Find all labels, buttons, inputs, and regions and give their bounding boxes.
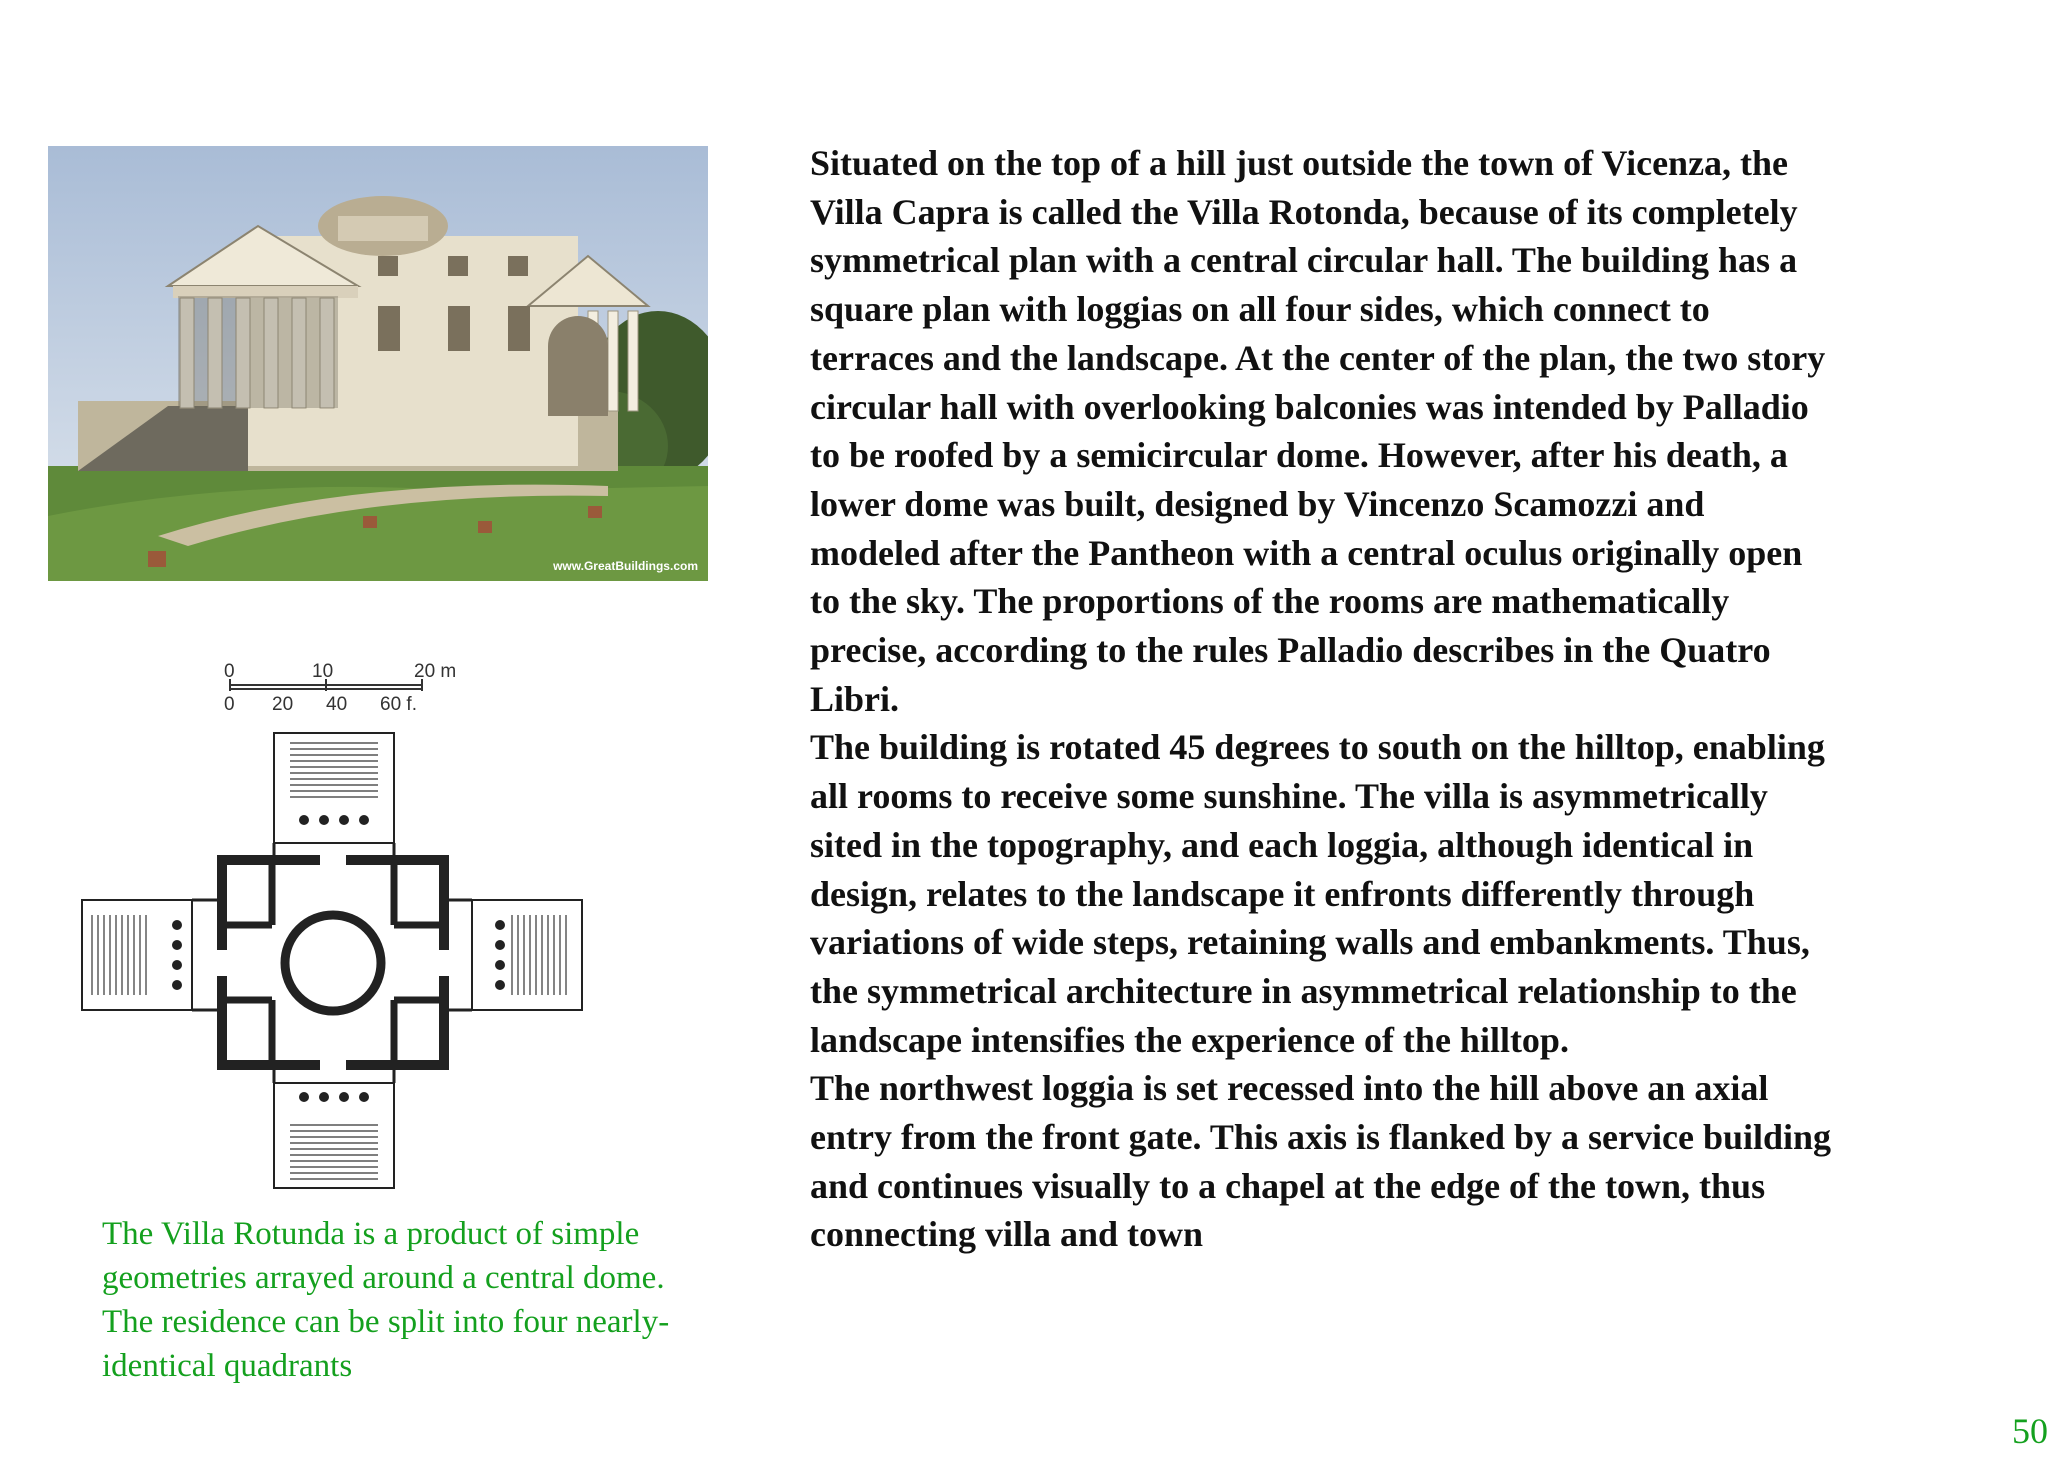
scale-m-10: 10	[312, 661, 334, 682]
body-line: circular hall with overlooking balconies was intended by Palladio	[810, 386, 1809, 427]
body-line: connecting villa and town	[810, 1214, 1204, 1255]
villa-photo-image	[48, 146, 708, 581]
body-line: Libri.	[810, 678, 900, 719]
floor-plan	[72, 655, 612, 1195]
caption-line: The Villa Rotunda is a product of simple	[102, 1216, 640, 1252]
body-line: lower dome was built, designed by Vincenzo Scamozzi and	[810, 483, 1705, 524]
body-line: variations of wide steps, retaining walls and embankments. Thus,	[810, 922, 1810, 963]
body-line: modeled after the Pantheon with a central oculus originally open	[810, 532, 1803, 573]
caption-line: geometries arrayed around a central dome.	[102, 1260, 665, 1296]
description-text	[810, 139, 2010, 1259]
body-line: square plan with loggias on all four sides, which connect to	[810, 289, 1710, 330]
floor-plan-drawing	[72, 655, 612, 1195]
body-line: and continues visually to a chapel at the edge of the town, thus	[810, 1165, 1766, 1206]
body-line: Villa Capra is called the Villa Rotonda, because of its completely	[810, 191, 1798, 232]
body-line: to the sky. The proportions of the rooms are mathematically	[810, 581, 1730, 622]
body-line: The northwest loggia is set recessed into the hill above an axial	[810, 1068, 1769, 1109]
scale-m-0: 0	[224, 661, 235, 682]
caption-line: The residence can be split into four nearly-	[102, 1304, 670, 1340]
caption-line: identical quadrants	[102, 1348, 353, 1384]
plan-caption	[102, 1212, 742, 1388]
scale-f-0: 0	[224, 694, 235, 715]
body-line: Situated on the top of a hill just outside the town of Vicenza, the	[810, 143, 1789, 183]
body-line: landscape intensifies the experience of the hilltop.	[810, 1019, 1569, 1060]
photo-watermark: www.GreatBuildings.com	[553, 559, 698, 573]
body-line: symmetrical plan with a central circular hall. The building has a	[810, 240, 1798, 281]
body-line: terraces and the landscape. At the center of the plan, the two story	[810, 337, 1826, 378]
body-line: design, relates to the landscape it enfronts differently through	[810, 873, 1755, 914]
body-line: to be roofed by a semicircular dome. However, after his death, a	[810, 435, 1788, 476]
body-line: entry from the front gate. This axis is flanked by a service building	[810, 1117, 1832, 1158]
villa-photo	[48, 146, 708, 581]
scale-f-60: 60 f.	[380, 694, 417, 715]
page-number: 50	[2012, 1411, 2048, 1451]
body-line: precise, according to the rules Palladio describes in the Quatro	[810, 630, 1771, 671]
body-line: all rooms to receive some sunshine. The villa is asymmetrically	[810, 776, 1768, 817]
body-line: sited in the topography, and each loggia, although identical in	[810, 824, 1754, 865]
scale-f-20: 20	[272, 694, 294, 715]
scale-m-20: 20 m	[414, 661, 457, 682]
scale-f-40: 40	[326, 694, 348, 715]
body-line: The building is rotated 45 degrees to south on the hilltop, enabling	[810, 727, 1825, 768]
body-line: the symmetrical architecture in asymmetrical relationship to the	[810, 970, 1797, 1011]
